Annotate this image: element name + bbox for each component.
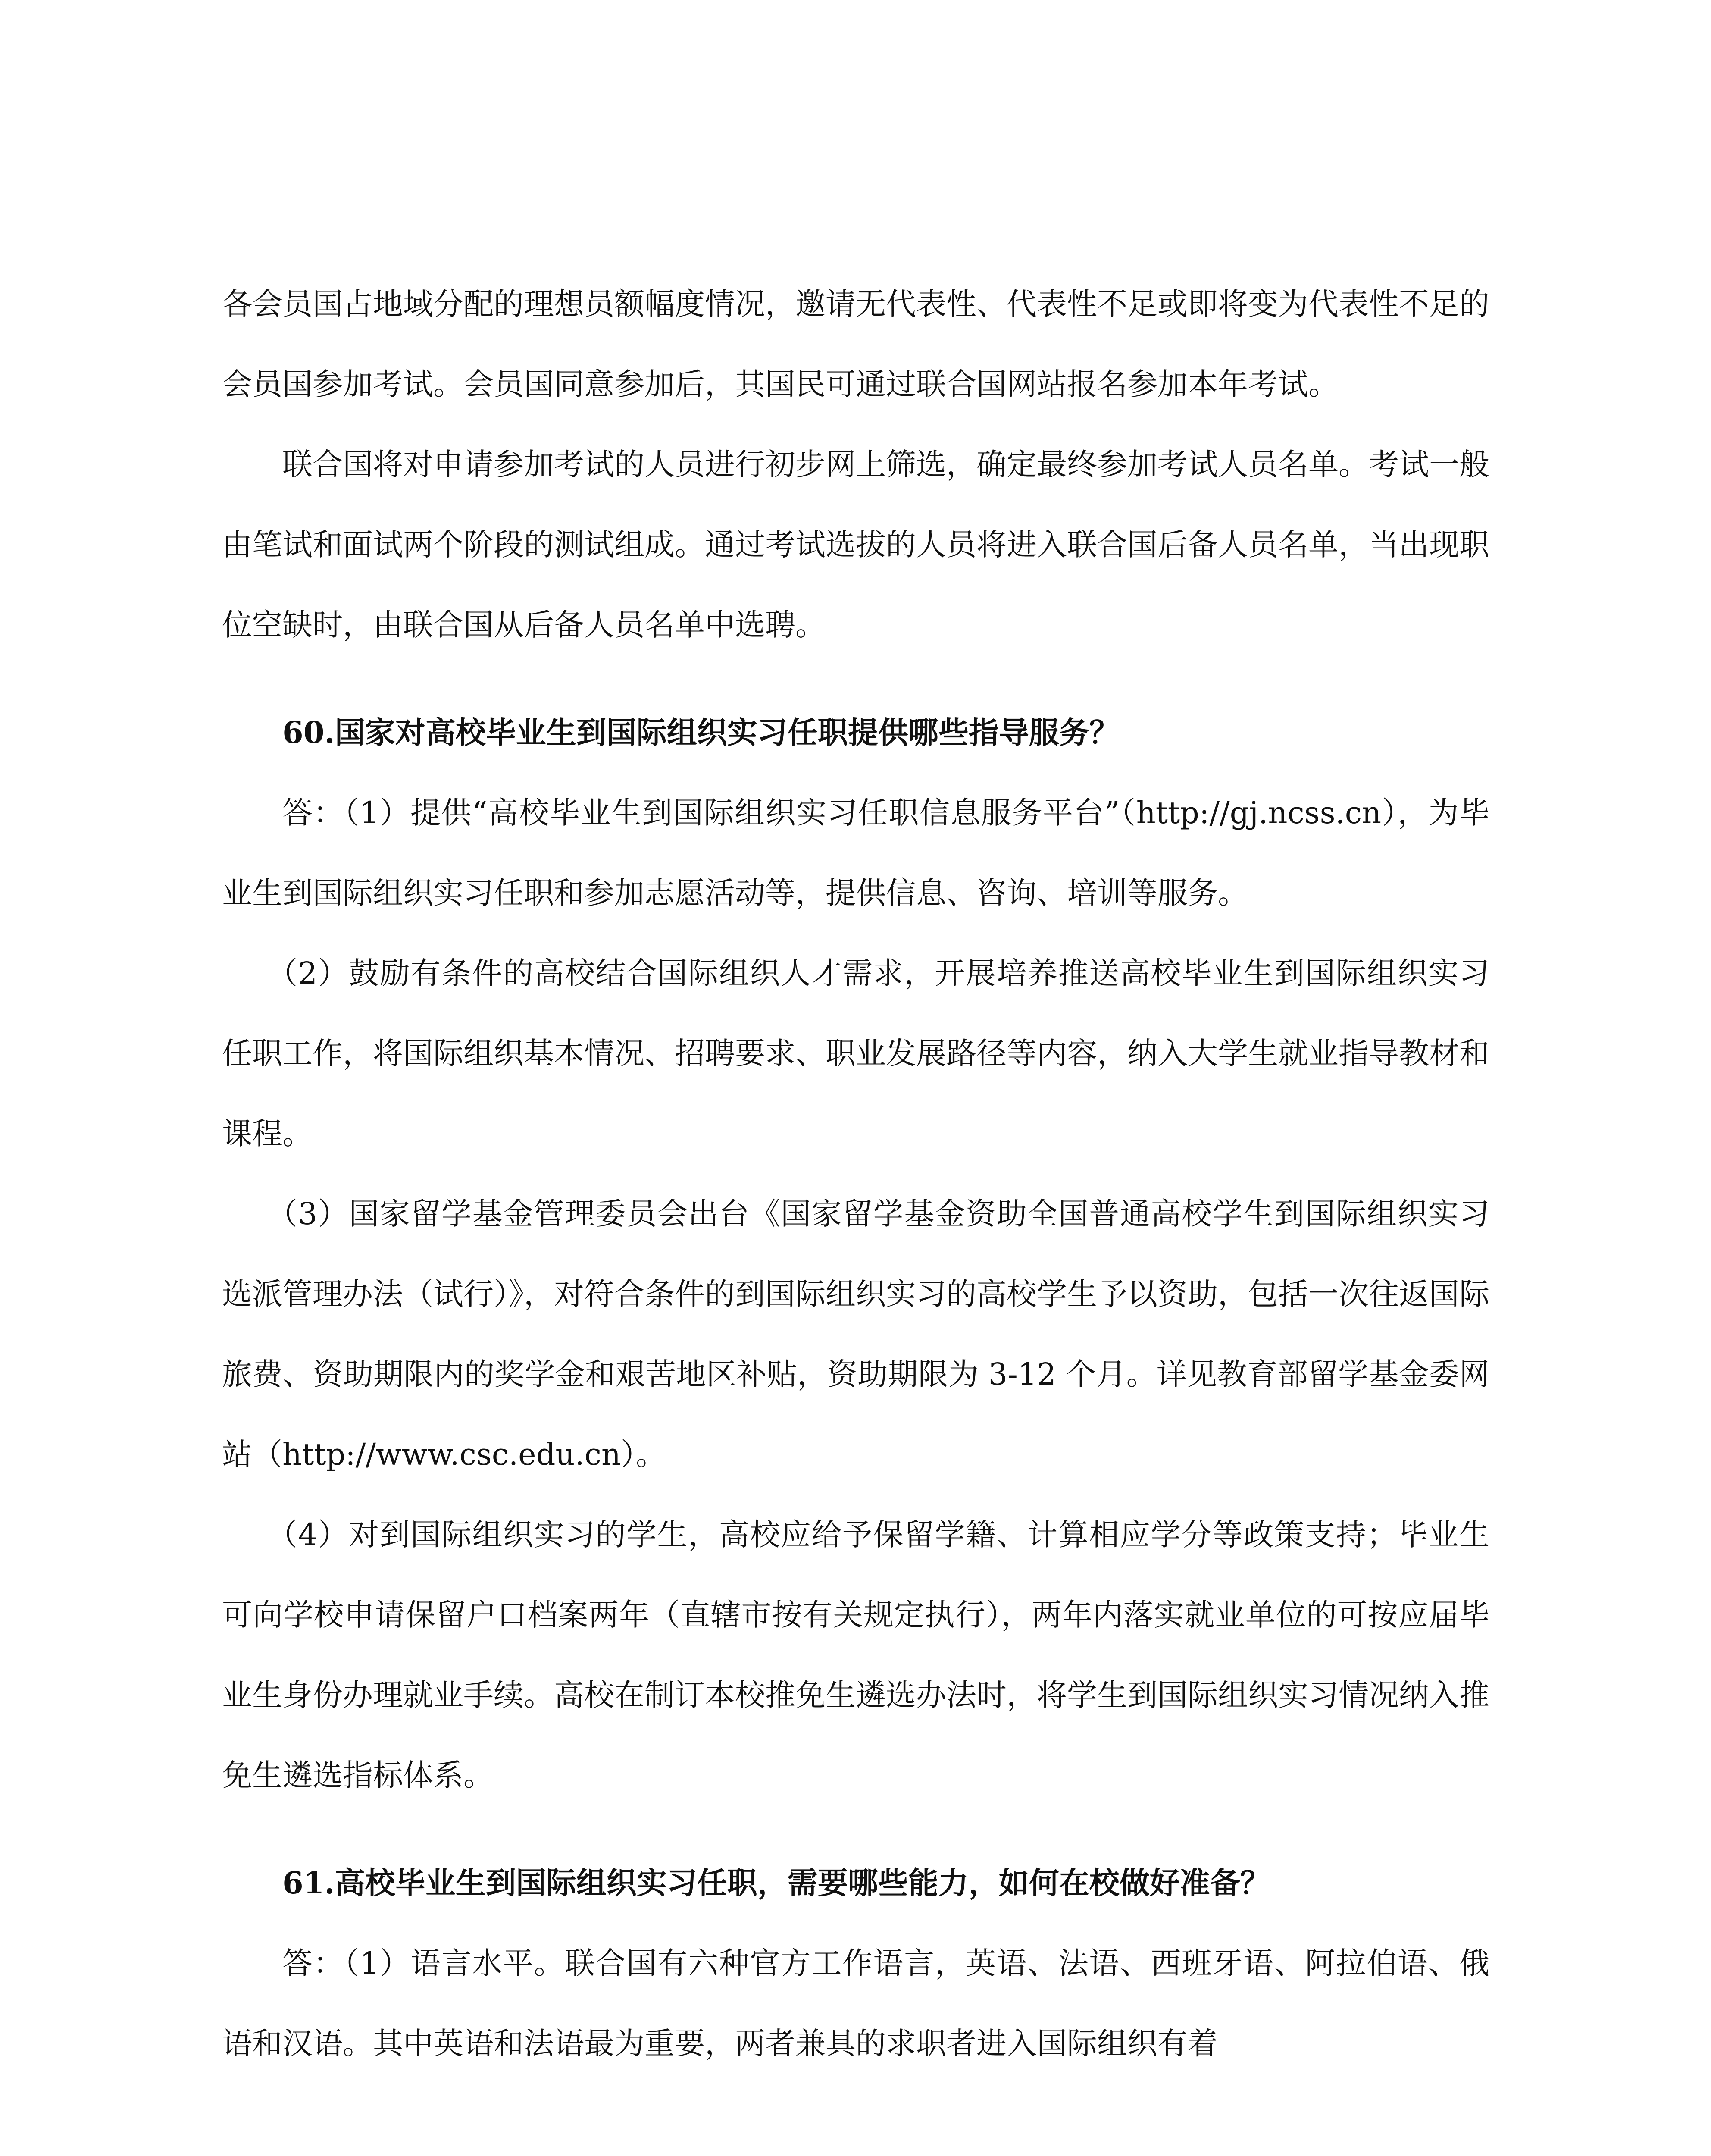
answer-60-item-2: （2）鼓励有条件的高校结合国际组织人才需求，开展培养推送高校毕业生到国际组织实习任职工作，将国际组织基本情况、招聘要求、职业发展路径等内容，纳入大学生就业指导教材和课程。 [222,956,1489,1151]
paragraph-exam-invitation: 各会员国占地域分配的理想员额幅度情况，邀请无代表性、代表性不足或即将变为代表性不足的会员国参加考试。会员国同意参加后，其国民可通过联合国网站报名参加本年考试。 [222,286,1489,402]
paragraph-exam-screening: 联合国将对申请参加考试的人员进行初步网上筛选，确定最终参加考试人员名单。考试一般由笔试和面试两个阶段的测试组成。通过考试选拔的人员将进入联合国后备人员名单，当出现职位空缺时，由联合国从后备人员名单中选聘。 [222,447,1489,642]
answer-60-item-3: （3）国家留学基金管理委员会出台《国家留学基金资助全国普通高校学生到国际组织实习选派管理办法（试行）》，对符合条件的到国际组织实习的高校学生予以资助，包括一次往返国际旅费、资助期限内的奖学金和艰苦地区补贴，资助期限为 3-12 个月。详见教育部留学基金委网站（http://www.csc.edu.cn）。 [222,1196,1489,1472]
question-heading-61: 61.高校毕业生到国际组织实习任职，需要哪些能力，如何在校做好准备？ [282,1865,1270,1901]
question-heading-60: 60.国家对高校毕业生到国际组织实习任职提供哪些指导服务？ [282,714,1120,750]
answer-61-item-1: 答：（1）语言水平。联合国有六种官方工作语言，英语、法语、西班牙语、阿拉伯语、俄语和汉语。其中英语和法语最为重要，两者兼具的求职者进入国际组织有着 [222,1946,1489,2061]
page-body [222,264,1489,2084]
answer-60-item-1: 答：（1）提供“高校毕业生到国际组织实习任职信息服务平台”（http://gj.ncss.cn），为毕业生到国际组织实习任职和参加志愿活动等，提供信息、咨询、培训等服务。 [222,795,1489,911]
answer-60-item-4: （4）对到国际组织实习的学生，高校应给予保留学籍、计算相应学分等政策支持；毕业生可向学校申请保留户口档案两年（直辖市按有关规定执行），两年内落实就业单位的可按应届毕业生身份办理就业手续。高校在制订本校推免生遴选办法时，将学生到国际组织实习情况纳入推免生遴选指标体系。 [222,1517,1489,1793]
